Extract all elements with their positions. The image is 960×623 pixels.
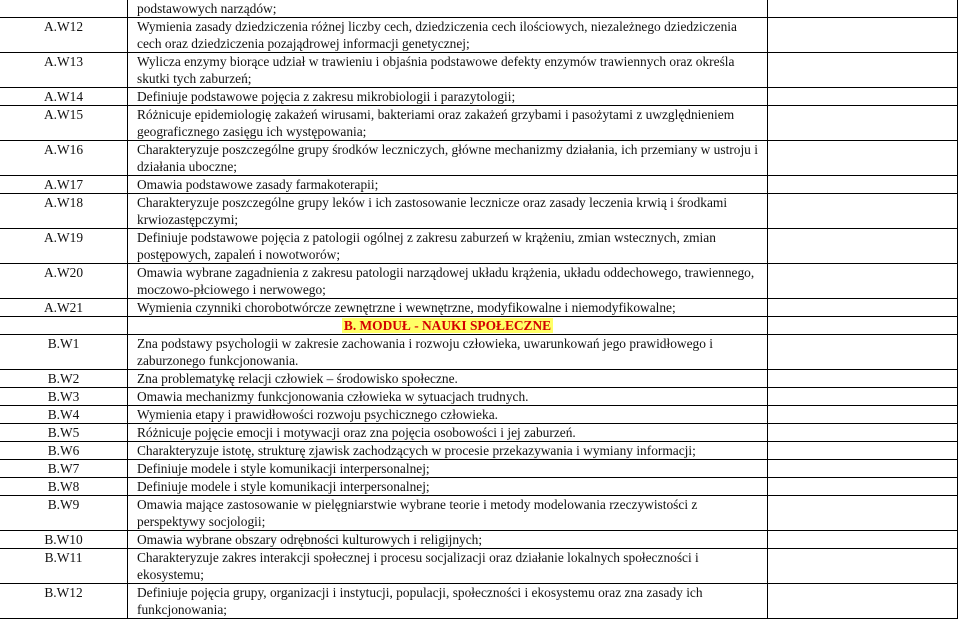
empty-cell bbox=[768, 264, 958, 299]
outcome-code: B.W9 bbox=[0, 496, 128, 531]
outcome-code: B.W4 bbox=[0, 406, 128, 424]
outcome-description: Definiuje pojęcia grupy, organizacji i instytucji, populacji, społeczności i ekosystemu oraz zna zasady ich funkcjonowania; bbox=[128, 584, 768, 619]
outcome-description: Definiuje modele i style komunikacji interpersonalnej; bbox=[128, 460, 768, 478]
outcome-description: Różnicuje pojęcie emocji i motywacji oraz zna pojęcia osobowości i jej zaburzeń. bbox=[128, 424, 768, 442]
empty-cell bbox=[768, 194, 958, 229]
outcome-code: A.W19 bbox=[0, 229, 128, 264]
empty-cell bbox=[768, 424, 958, 442]
outcome-code: A.W21 bbox=[0, 299, 128, 317]
section-header-row bbox=[0, 317, 958, 335]
outcome-code: B.W6 bbox=[0, 442, 128, 460]
empty-cell bbox=[768, 317, 958, 335]
outcome-code: B.W7 bbox=[0, 460, 128, 478]
table-row bbox=[0, 264, 958, 299]
outcome-description: Różnicuje epidemiologię zakażeń wirusami, bakteriami oraz zakażeń grzybami i pasożytami z uwzględnieniem geograficznego zasięgu ich występowania; bbox=[128, 106, 768, 141]
table-row bbox=[0, 335, 958, 370]
outcome-description: Definiuje podstawowe pojęcia z patologii ogólnej z zakresu zaburzeń w krążeniu, zmian wstecznych, zmian postępowych, zapaleń i nowotworów; bbox=[128, 229, 768, 264]
empty-cell bbox=[768, 531, 958, 549]
table-row bbox=[0, 549, 958, 584]
empty-cell bbox=[768, 478, 958, 496]
table-row bbox=[0, 194, 958, 229]
outcome-description: Wymienia czynniki chorobotwórcze zewnętrzne i wewnętrzne, modyfikowalne i niemodyfikowalne; bbox=[128, 299, 768, 317]
outcome-description: Zna podstawy psychologii w zakresie zachowania i rozwoju człowieka, uwarunkowań jego prawidłowego i zaburzonego funkcjonowania. bbox=[128, 335, 768, 370]
table-row bbox=[0, 53, 958, 88]
outcome-code: A.W17 bbox=[0, 176, 128, 194]
outcome-description: Omawia wybrane zagadnienia z zakresu patologii narządowej układu krążenia, układu oddechowego, trawiennego, moczowo-płciowego i nerwowego; bbox=[128, 264, 768, 299]
outcome-code: A.W16 bbox=[0, 141, 128, 176]
table-row bbox=[0, 531, 958, 549]
outcome-description: Charakteryzuje poszczególne grupy środków leczniczych, główne mechanizmy działania, ich przemiany w ustroju i działania uboczne; bbox=[128, 141, 768, 176]
empty-cell bbox=[768, 549, 958, 584]
outcome-code: B.W10 bbox=[0, 531, 128, 549]
table-row bbox=[0, 0, 958, 18]
outcome-code: B.W2 bbox=[0, 370, 128, 388]
empty-cell bbox=[768, 299, 958, 317]
outcome-description: Definiuje podstawowe pojęcia z zakresu mikrobiologii i parazytologii; bbox=[128, 88, 768, 106]
empty-cell bbox=[768, 496, 958, 531]
table-row bbox=[0, 141, 958, 176]
outcome-description: Omawia podstawowe zasady farmakoterapii; bbox=[128, 176, 768, 194]
empty-cell bbox=[768, 53, 958, 88]
section-title-text: B. MODUŁ - NAUKI SPOŁECZNE bbox=[343, 318, 552, 333]
table-row bbox=[0, 478, 958, 496]
outcome-code: B.W1 bbox=[0, 335, 128, 370]
table-row bbox=[0, 406, 958, 424]
outcome-description: Wymienia zasady dziedziczenia różnej liczby cech, dziedziczenia cech ilościowych, niezależnego dziedziczenia cech oraz dziedziczenia pozajądrowej informacji genetycznej; bbox=[128, 18, 768, 53]
empty-cell bbox=[768, 176, 958, 194]
outcome-description: Wylicza enzymy biorące udział w trawieniu i objaśnia podstawowe defekty enzymów trawiennych oraz określa skutki tych zaburzeń; bbox=[128, 53, 768, 88]
outcome-description: Zna problematykę relacji człowiek – środowisko społeczne. bbox=[128, 370, 768, 388]
outcome-description: Omawia wybrane obszary odrębności kulturowych i religijnych; bbox=[128, 531, 768, 549]
table-row bbox=[0, 424, 958, 442]
table-row bbox=[0, 370, 958, 388]
empty-cell bbox=[768, 335, 958, 370]
table-row bbox=[0, 18, 958, 53]
empty-cell bbox=[768, 18, 958, 53]
outcome-code bbox=[0, 0, 128, 18]
section-title bbox=[128, 317, 768, 335]
empty-cell bbox=[768, 460, 958, 478]
empty-cell bbox=[768, 370, 958, 388]
table-row bbox=[0, 460, 958, 478]
empty-cell bbox=[768, 0, 958, 18]
outcome-code: A.W20 bbox=[0, 264, 128, 299]
table-row bbox=[0, 584, 958, 619]
section-code-cell bbox=[0, 317, 128, 335]
outcome-description: Charakteryzuje istotę, strukturę zjawisk zachodzących w procesie przekazywania i wymiany informacji; bbox=[128, 442, 768, 460]
outcome-description: podstawowych narządów; bbox=[128, 0, 768, 18]
empty-cell bbox=[768, 388, 958, 406]
outcome-description: Definiuje modele i style komunikacji interpersonalnej; bbox=[128, 478, 768, 496]
table-row bbox=[0, 442, 958, 460]
table-row bbox=[0, 299, 958, 317]
outcome-code: A.W12 bbox=[0, 18, 128, 53]
outcome-code: B.W12 bbox=[0, 584, 128, 619]
table-row bbox=[0, 229, 958, 264]
outcome-description: Omawia mechanizmy funkcjonowania człowieka w sytuacjach trudnych. bbox=[128, 388, 768, 406]
empty-cell bbox=[768, 88, 958, 106]
outcome-code: B.W5 bbox=[0, 424, 128, 442]
outcome-code: A.W18 bbox=[0, 194, 128, 229]
outcome-code: B.W3 bbox=[0, 388, 128, 406]
empty-cell bbox=[768, 229, 958, 264]
table-row bbox=[0, 388, 958, 406]
empty-cell bbox=[768, 584, 958, 619]
outcome-code: B.W11 bbox=[0, 549, 128, 584]
outcome-description: Omawia mające zastosowanie w pielęgniarstwie wybrane teorie i metody modelowania rzeczywistości z perspektywy socjologii; bbox=[128, 496, 768, 531]
empty-cell bbox=[768, 141, 958, 176]
outcome-description: Charakteryzuje zakres interakcji społecznej i procesu socjalizacji oraz działanie lokalnych społeczności i ekosystemu; bbox=[128, 549, 768, 584]
table-row bbox=[0, 88, 958, 106]
outcome-code: A.W13 bbox=[0, 53, 128, 88]
table-row bbox=[0, 106, 958, 141]
empty-cell bbox=[768, 442, 958, 460]
empty-cell bbox=[768, 406, 958, 424]
table-row bbox=[0, 176, 958, 194]
table-row bbox=[0, 496, 958, 531]
outcome-code: A.W14 bbox=[0, 88, 128, 106]
outcome-code: A.W15 bbox=[0, 106, 128, 141]
outcome-code: B.W8 bbox=[0, 478, 128, 496]
outcome-description: Wymienia etapy i prawidłowości rozwoju psychicznego człowieka. bbox=[128, 406, 768, 424]
empty-cell bbox=[768, 106, 958, 141]
outcome-description: Charakteryzuje poszczególne grupy leków i ich zastosowanie lecznicze oraz zasady leczenia krwią i środkami krwiozastępczymi; bbox=[128, 194, 768, 229]
